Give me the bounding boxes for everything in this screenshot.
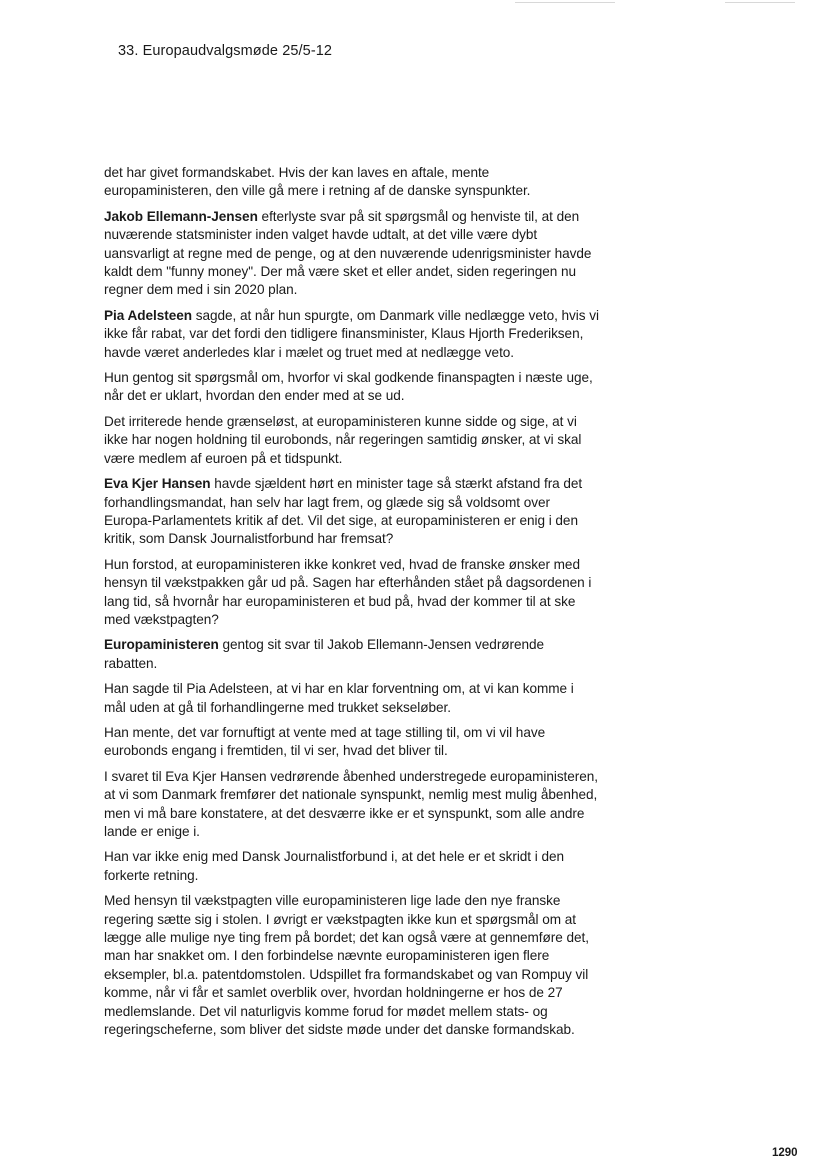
- paragraph: [104, 164, 599, 201]
- paragraph-text: gentog sit svar til Jakob Ellemann-Jensen vedrørende rabatten.: [104, 637, 545, 671]
- paragraph-text: havde sjældent hørt en minister tage så stærkt afstand fra det forhandlingsmandat, han selv har lagt frem, og glæde sig så voldsomt over Europa-Parlamentets kritik af det. Vil det sige, at europaministeren er enig i den kritik, som Dansk Journalistforbund har fremsat?: [104, 476, 583, 547]
- paragraph: [104, 680, 599, 717]
- page-header: 33. Europaudvalgsmøde 25/5-12: [118, 43, 333, 59]
- speaker-name: Europaministeren: [104, 637, 219, 653]
- paragraph: [104, 307, 599, 362]
- paragraph-text: efterlyste svar på sit spørgsmål og henviste til, at den nuværende statsminister inden valget havde udtalt, at det ville være dybt uansvarligt at regne med de penge, og at den nuværende udenrigsminister havde kaldt dem "funny money". Der må være sket et eller andet, siden regeringen nu regner dem med i sin 2020 plan.: [104, 208, 592, 298]
- page-number: 1290: [772, 1147, 798, 1159]
- paragraph: [104, 475, 599, 549]
- paragraph-text: Han var ikke enig med Dansk Journalistforbund i, at det hele er et skridt i den forkerte retning.: [104, 849, 564, 883]
- paragraph-text: Hun forstod, at europaministeren ikke konkret ved, hvad de franske ønsker med hensyn til vækstpakken går ud på. Sagen har efterhånden stået på dagsordenen i lang tid, så hvornår har europaministeren et bud på, hvad der kommer til at ske med vækstpagten?: [104, 556, 592, 627]
- paragraph-text: det har givet formandskabet. Hvis der kan laves en aftale, mente europaministeren, den ville gå mere i retning af de danske synspunkter.: [104, 165, 531, 199]
- scan-artifact-line: [725, 2, 795, 3]
- paragraph-text: Hun gentog sit spørgsmål om, hvorfor vi skal godkende finanspagten i næste uge, når det er uklart, hvordan den ender med at se ud.: [104, 370, 593, 404]
- scan-artifact-line: [515, 2, 615, 3]
- paragraph-text: Med hensyn til vækstpagten ville europaministeren lige lade den nye franske regering sætte sig i stolen. I øvrigt er vækstpagten ikke kun et spørgsmål om at lægge alle mulige nye ting frem på bordet; det kan også være at gennemføre det, man har snakket om. I den forbindelse nævnte europaministeren igen flere eksempler, bl.a. patentdomstolen. Udspillet fra formandskabet og van Rompuy vil komme, når vi får et samlet overblik over, hvordan holdningerne er hos de 27 medlemslande. Det vil naturligvis komme forud for mødet mellem stats- og regeringscheferne, som bliver det sidste møde under det danske formandskab.: [104, 893, 589, 1038]
- paragraph: [104, 892, 599, 1039]
- speaker-name: Eva Kjer Hansen: [104, 476, 211, 492]
- document-body: [104, 164, 599, 1046]
- paragraph-text: I svaret til Eva Kjer Hansen vedrørende åbenhed understregede europaministeren, at vi som Danmark fremfører det nationale synspunkt, nemlig mest mulig åbenhed, men vi må bare konstatere, at det desværre ikke er et synspunkt, som alle andre lande er enige i.: [104, 768, 599, 839]
- paragraph-text: Han sagde til Pia Adelsteen, at vi har en klar forventning om, at vi kan komme i mål uden at gå til forhandlingerne med trukket sekseløber.: [104, 681, 574, 715]
- paragraph: [104, 768, 599, 842]
- paragraph: [104, 208, 599, 300]
- paragraph: [104, 556, 599, 630]
- paragraph: [104, 369, 599, 406]
- paragraph: [104, 724, 599, 761]
- speaker-name: Pia Adelsteen: [104, 307, 192, 323]
- paragraph: [104, 413, 599, 468]
- paragraph: [104, 636, 599, 673]
- paragraph-text: Det irriterede hende grænseløst, at europaministeren kunne sidde og sige, at vi ikke har nogen holdning til eurobonds, når regeringen samtidig ønsker, at vi skal være medlem af euroen på et tidspunkt.: [104, 413, 582, 466]
- paragraph-text: sagde, at når hun spurgte, om Danmark ville nedlægge veto, hvis vi ikke får rabat, var det fordi den tidligere finansminister, Klaus Hjorth Frederiksen, havde været anderledes klar i mælet og truet med at nedlægge veto.: [104, 307, 599, 360]
- paragraph: [104, 848, 599, 885]
- speaker-name: Jakob Ellemann-Jensen: [104, 208, 258, 224]
- paragraph-text: Han mente, det var fornuftigt at vente med at tage stilling til, om vi vil have eurobonds engang i fremtiden, til vi ser, hvad det bliver til.: [104, 724, 546, 759]
